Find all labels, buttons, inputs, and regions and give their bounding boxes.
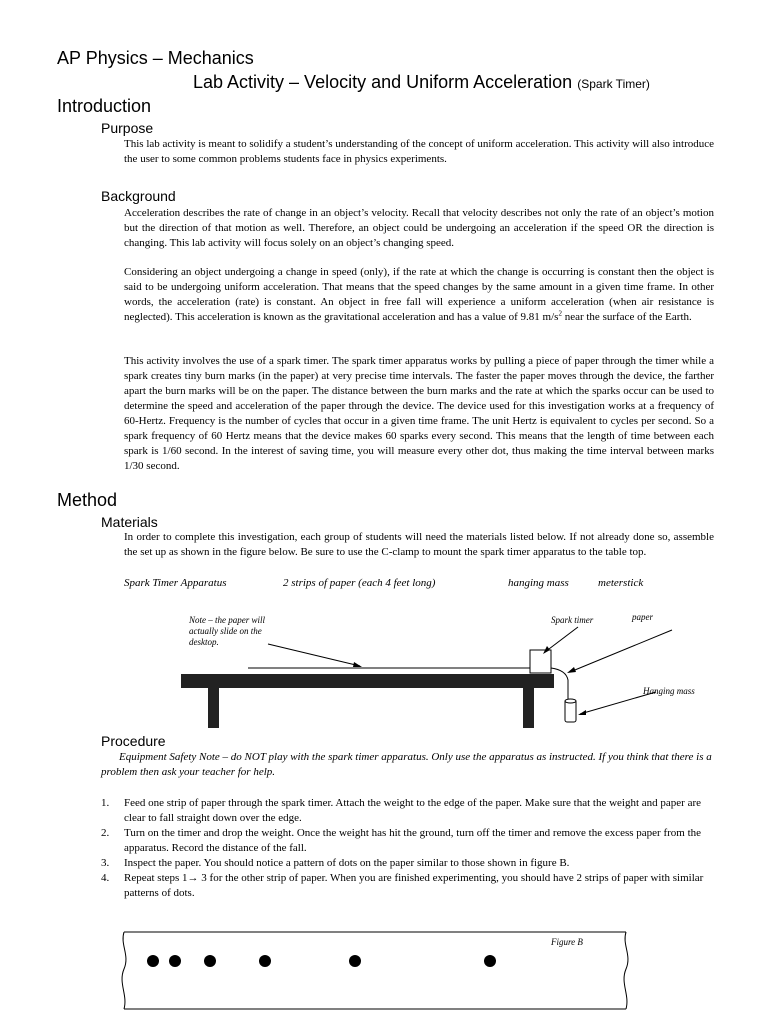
step-number: 3.: [101, 857, 110, 869]
figure-note-line: Note – the paper will: [189, 615, 265, 625]
paper-arrowhead: [567, 667, 576, 673]
step-text: Feed one strip of paper through the spark timer. Attach the weight to the edge of the paper. Make sure that the weight and paper are clear to fall straight down over the edge.: [124, 797, 702, 824]
step-number: 4.: [101, 872, 110, 884]
procedure-step: [101, 826, 713, 856]
figure-b-label: Figure B: [551, 937, 583, 947]
hanging-mass-top: [565, 699, 576, 703]
lab-subtitle: (Spark Timer): [577, 77, 650, 91]
spark-dot: [259, 955, 271, 967]
figure-note-line: actually slide on the: [189, 626, 262, 636]
paper-arrow: [570, 630, 672, 672]
table-leg-right: [523, 688, 534, 728]
background-paragraph-1: Acceleration describes the rate of change in an object’s velocity. Recall that velocity describes not only the rate of an object’s motion but the direction of that motion as well. Therefore, an object could be undergoing an acceleration if the speed OR the direction is changing. This lab activity will focus solely on an object’s changing speed.: [124, 207, 714, 249]
procedure-steps: [101, 796, 713, 901]
step-number: 2.: [101, 827, 110, 839]
spark-dot: [147, 955, 159, 967]
procedure-step: [101, 871, 713, 901]
step-number: 1.: [101, 797, 110, 809]
spark-timer-box: [530, 650, 551, 673]
spark-timer-label: Spark timer: [551, 615, 594, 625]
purpose-paragraph: This lab activity is meant to solidify a student’s understanding of the concept of uniform acceleration. This activity will also introduce the user to some common problems students face in physics experiments.: [124, 138, 714, 165]
background-paragraph-3: This activity involves the use of a spark timer. The spark timer apparatus works by pulling a piece of paper through the timer while a spark creates tiny burn marks (in the paper) at very precise time intervals. The faster the paper moves through the device, the farther apart the burn marks will be on the paper. The distance between the burn marks and the rate at which the sparks occur can be used to determine the speed and acceleration of the paper through the device. The device used for this investigation works at a frequency of 60-Hertz. Frequency is the number of cycles that occur in a given time frame. The unit Hertz is equivalent to cycles per second. So a spark frequency of 60 Hertz means that the device makes 60 sparks every second. This means that the length of time between each spark is 1/60 second. In the interest of saving time, you will measure every other dot, thus making the time interval between marks 1/30 second.: [124, 355, 714, 472]
table-top: [181, 674, 554, 688]
strip-left-wavy-edge: [122, 932, 126, 1009]
step-text: Turn on the timer and drop the weight. Once the weight has hit the ground, turn off the timer and remove the excess paper from the apparatus. Record the distance of the fall.: [124, 827, 702, 854]
course-title: AP Physics – Mechanics: [57, 48, 254, 68]
spark-timer-arrow: [545, 627, 578, 652]
strip-right-wavy-edge: [624, 932, 628, 1009]
material-item-meterstick: meterstick: [598, 577, 644, 589]
mass-arrowhead: [578, 710, 586, 715]
procedure-step: [101, 796, 713, 826]
figure-note: [189, 615, 265, 648]
table-leg-left: [208, 688, 219, 728]
superscript-2: 2: [558, 309, 562, 318]
materials-heading: Materials: [101, 514, 158, 530]
method-heading: Method: [57, 490, 118, 510]
lab-title: [193, 72, 650, 93]
figure-note-line: desktop.: [189, 637, 219, 647]
background-p2-end: near the surface of the Earth.: [561, 311, 692, 323]
background-heading: Background: [101, 188, 176, 204]
spark-dot: [169, 955, 181, 967]
safety-note: Equipment Safety Note – do NOT play with the spark timer apparatus. Only use the apparatus as instructed. If you think that there is a problem then ask your teacher for help.: [101, 751, 712, 778]
introduction-heading: Introduction: [57, 96, 152, 116]
material-item-paper: 2 strips of paper (each 4 feet long): [283, 577, 436, 589]
lab-title-text: Lab Activity – Velocity and Uniform Acceleration: [193, 72, 573, 92]
material-item-spark-timer: Spark Timer Apparatus: [124, 577, 227, 589]
procedure-heading: Procedure: [101, 733, 166, 749]
step-text: Repeat steps 1→ 3 for the other strip of paper. When you are finished experimenting, you should have 2 strips of paper with similar patterns of dots.: [124, 872, 704, 899]
paper-label: paper: [632, 612, 653, 622]
note-arrowhead: [353, 662, 362, 667]
background-p2-text: Considering an object undergoing a change in speed (only), if the rate at which the change is occurring is constant then the object is said to be undergoing uniform acceleration. That means that the speed changes by the same amount in a given time frame. In other words, the acceleration (rate) is constant. An object in free fall will experience a uniform acceleration (when air resistance is neglected). This acceleration is known as the gravitational acceleration and has a value of 9.81 m/s: [124, 266, 714, 323]
material-item-hanging-mass: hanging mass: [508, 577, 569, 589]
materials-paragraph: In order to complete this investigation, each group of students will need the materials listed below. If not already done so, assemble the set up as shown in the figure below. Be sure to use the C-clamp to mount the spark timer apparatus to the table top.: [124, 531, 714, 558]
purpose-heading: Purpose: [101, 120, 154, 136]
step-text: Inspect the paper. You should notice a pattern of dots on the paper similar to those shown in figure B.: [124, 857, 570, 869]
spark-dot: [204, 955, 216, 967]
procedure-step: [101, 856, 713, 871]
background-paragraph-2: [124, 265, 714, 325]
spark-dot: [349, 955, 361, 967]
hanging-mass-label: Hanging mass: [643, 686, 695, 696]
note-arrow: [268, 644, 360, 666]
spark-dot: [484, 955, 496, 967]
